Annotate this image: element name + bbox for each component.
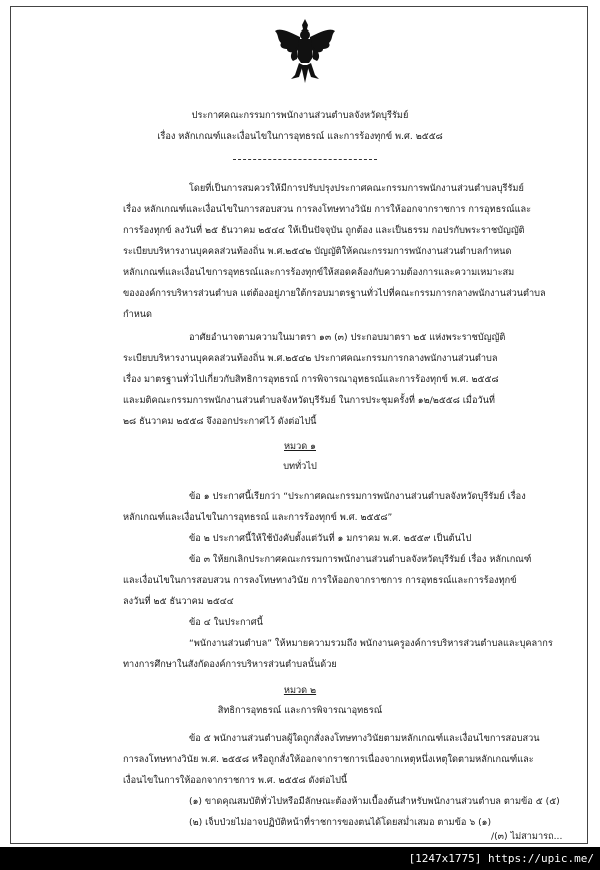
clause-line: หลักเกณฑ์และเงื่อนไขในการอุทธรณ์ และการร้องทุกข์ พ.ศ. ๒๕๕๘” (123, 512, 393, 523)
clause-line: ข้อ ๒ ประกาศนี้ให้ใช้บังคับตั้งแต่วันที่ ๑ มกราคม พ.ศ. ๒๕๕๙ เป็นต้นไป (189, 533, 472, 544)
text-line: ๒๘ ธันวาคม ๒๕๕๘ จึงออกประกาศไว้ ดังต่อไปนี้ (123, 416, 317, 427)
text-line: ขององค์การบริหารส่วนตำบล แต่ต้องอยู่ภายใต้กรอบมาตรฐานทั่วไปที่คณะกรรมการกลางพนักงานส่วนตำบล (123, 288, 546, 299)
chapter-1-title: บททั่วไป (283, 461, 317, 472)
clause-line: ข้อ ๓ ให้ยกเลิกประกาศคณะกรรมการพนักงานส่วนตำบลจังหวัดบุรีรัมย์ เรื่อง หลักเกณฑ์ (189, 554, 532, 565)
text-line: เรื่อง หลักเกณฑ์และเงื่อนไขในการสอบสวน การลงโทษทางวินัย การให้ออกจากราชการ การอุทธรณ์และ (123, 204, 532, 215)
text-line: อาศัยอำนาจตามความในมาตรา ๑๓ (๓) ประกอบมาตรา ๒๕ แห่งพระราชบัญญัติ (189, 332, 506, 343)
document-title: ประกาศคณะกรรมการพนักงานส่วนตำบลจังหวัดบุรีรัมย์ (191, 110, 409, 121)
text-line: การร้องทุกข์ ลงวันที่ ๒๕ ธันวาคม ๒๕๔๔ ให้เป็นปัจจุบัน ถูกต้อง และเป็นธรรม กอปรกับพระราชบัญญัติ (123, 225, 525, 236)
clause-line: เงื่อนไขในการให้ออกจากราชการ พ.ศ. ๒๕๕๘ ดังต่อไปนี้ (123, 775, 348, 786)
clause-line: (๒) เจ็บป่วยไม่อาจปฏิบัติหน้าที่ราชการของตนได้โดยสม่ำเสมอ ตามข้อ ๖ (๑) (189, 817, 492, 828)
text-line: และมติคณะกรรมการพนักงานส่วนตำบลจังหวัดบุรีรัมย์ ในการประชุมครั้งที่ ๑๒/๒๕๕๘ เมื่อวันที่ (123, 395, 495, 406)
text-line: กำหนด (123, 309, 153, 320)
clause-line: และเงื่อนไขในการสอบสวน การลงโทษทางวินัย การให้ออกจากราชการ การอุทธรณ์และการร้องทุกข์ (123, 575, 517, 586)
clause-line: การลงโทษทางวินัย พ.ศ. ๒๕๕๘ หรือถูกสั่งให้ออกจากราชการเนื่องจากเหตุหนึ่งเหตุใดตามหลักเกณฑ์และ (123, 754, 534, 765)
garuda-emblem-icon (273, 17, 337, 85)
document-subject: เรื่อง หลักเกณฑ์และเงื่อนไขในการอุทธรณ์ และการร้องทุกข์ พ.ศ. ๒๕๕๘ (157, 131, 443, 142)
chapter-1-number: หมวด ๑ (284, 441, 316, 452)
chapter-2-title: สิทธิการอุทธรณ์ และการพิจารณาอุทธรณ์ (217, 705, 383, 716)
text-line: หลักเกณฑ์และเงื่อนไขการอุทธรณ์และการร้องทุกข์ให้สอดคล้องกับความต้องการและความเหมาะสม (123, 267, 515, 278)
text-line: ระเบียบบริหารงานบุคคลส่วนท้องถิ่น พ.ศ.๒๕๔๒ บัญญัติให้คณะกรรมการพนักงานส่วนตำบลกำหนด (123, 246, 512, 257)
text-line: ระเบียบบริหารงานบุคคลส่วนท้องถิ่น พ.ศ.๒๕๔๒ ประกาศคณะกรรมการกลางพนักงานส่วนตำบล (123, 353, 498, 364)
continuation-note: /(๓) ไม่สามารถ... (491, 831, 563, 842)
chapter-2-number: หมวด ๒ (283, 685, 317, 696)
clause-line: “พนักงานส่วนตำบล” ให้หมายความรวมถึง พนักงานครูองค์การบริหารส่วนตำบลและบุคลากร (189, 638, 553, 649)
image-host-watermark: [1247x1775] https://upic.me/ (0, 847, 600, 870)
clause-line: ลงวันที่ ๒๕ ธันวาคม ๒๕๔๔ (123, 596, 234, 607)
title-divider (233, 159, 377, 160)
document-page (10, 6, 588, 844)
text-line: โดยที่เป็นการสมควรให้มีการปรับปรุงประกาศคณะกรรมการพนักงานส่วนตำบลบุรีรัมย์ (189, 183, 524, 194)
clause-line: ทางการศึกษาในสังกัดองค์การบริหารส่วนตำบลนั้นด้วย (123, 659, 337, 670)
clause-line: ข้อ ๕ พนักงานส่วนตำบลผู้ใดถูกสั่งลงโทษทางวินัยตามหลักเกณฑ์และเงื่อนไขการสอบสวน (189, 733, 540, 744)
text-line: เรื่อง มาตรฐานทั่วไปเกี่ยวกับสิทธิการอุทธรณ์ การพิจารณาอุทธรณ์และการร้องทุกข์ พ.ศ. ๒๕๕๘ (123, 374, 499, 385)
clause-line: ข้อ ๔ ในประกาศนี้ (189, 617, 263, 628)
clause-line: ข้อ ๑ ประกาศนี้เรียกว่า “ประกาศคณะกรรมการพนักงานส่วนตำบลจังหวัดบุรีรัมย์ เรื่อง (189, 491, 526, 502)
clause-line: (๑) ขาดคุณสมบัติทั่วไปหรือมีลักษณะต้องห้ามเบื้องต้นสำหรับพนักงานส่วนตำบล ตามข้อ ๕ (๕) (189, 796, 560, 807)
